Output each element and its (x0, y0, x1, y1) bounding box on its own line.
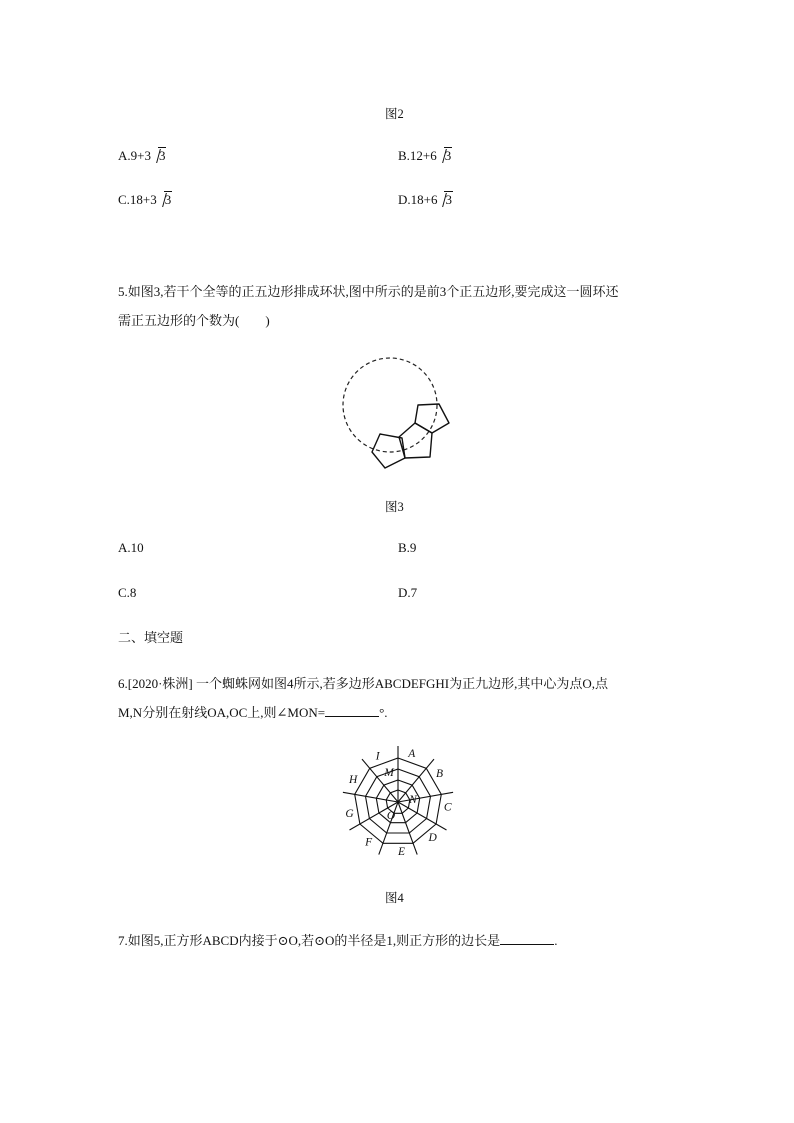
label-o: O (386, 810, 396, 822)
q5-text-line2: 需正五边形的个数为( ) (118, 313, 270, 328)
pentagon-2 (399, 423, 432, 458)
q7-text-post: . (554, 933, 558, 948)
figure-4-caption: 图4 (385, 891, 404, 905)
figure-2-caption: 图2 (385, 107, 404, 121)
q5-option-d: D.7 (398, 585, 418, 600)
answer-blank (500, 932, 554, 945)
sqrt-icon (151, 148, 167, 164)
label-n: N (409, 794, 417, 806)
sqrt-icon (157, 192, 173, 208)
q6-text-line2-post: °. (379, 705, 388, 720)
q7-text-pre: 7.如图5,正方形ABCD内接于⊙O,若⊙O的半径是1,则正方形的边长是 (118, 933, 501, 948)
label-a: A (408, 747, 416, 760)
q4-option-a-radicand: 3 (158, 148, 166, 163)
label-b: B (435, 768, 444, 781)
q5-option-c: C.8 (118, 585, 137, 600)
figure-3-pentagon-ring (330, 350, 465, 475)
q4-option-a (118, 148, 166, 164)
q5-text-line1: 5.如图3,若干个全等的正五边形排成环状,图中所示的是前3个正五边形,要完成这一圆环还 (118, 284, 619, 299)
q4-option-b (398, 148, 452, 164)
answer-blank (325, 704, 379, 717)
figure-4-spider-web (330, 740, 470, 865)
q5-option-a: A.10 (118, 540, 144, 555)
q4-option-a-prefix: A.9+3 (118, 148, 151, 163)
q6-text-line1: 6.[2020·株洲] 一个蜘蛛网如图4所示,若多边形ABCDEFGHI为正九边形,其中心为点O,点 (118, 676, 609, 691)
label-g: G (345, 808, 354, 821)
q4-option-c-prefix: C.18+3 (118, 192, 157, 207)
pentagon-3 (415, 404, 449, 433)
section-title: 二、填空题 (118, 630, 184, 645)
label-h: H (348, 774, 358, 786)
label-i: I (375, 750, 380, 763)
q5-option-b: B.9 (398, 540, 417, 555)
sqrt-icon (437, 192, 453, 208)
label-m: M (384, 767, 394, 779)
q4-option-b-radicand: 3 (444, 148, 452, 163)
label-e: E (397, 845, 406, 858)
label-d: D (428, 832, 437, 844)
web-spoke (362, 759, 398, 802)
sqrt-icon (437, 148, 453, 164)
q4-option-d-prefix: D.18+6 (398, 192, 438, 207)
q4-option-d-radicand: 3 (445, 192, 452, 207)
label-c: C (443, 801, 452, 814)
q4-option-d (398, 192, 453, 208)
q4-option-c-radicand: 3 (164, 192, 172, 207)
figure-3-caption: 图3 (385, 500, 404, 514)
q6-text-line2-pre: M,N分别在射线OA,OC上,则∠MON= (118, 705, 326, 720)
q4-option-c (118, 192, 172, 208)
q4-option-b-prefix: B.12+6 (398, 148, 437, 163)
label-f: F (365, 836, 373, 849)
q7-text (118, 932, 557, 949)
q6-text-line2 (118, 704, 388, 721)
